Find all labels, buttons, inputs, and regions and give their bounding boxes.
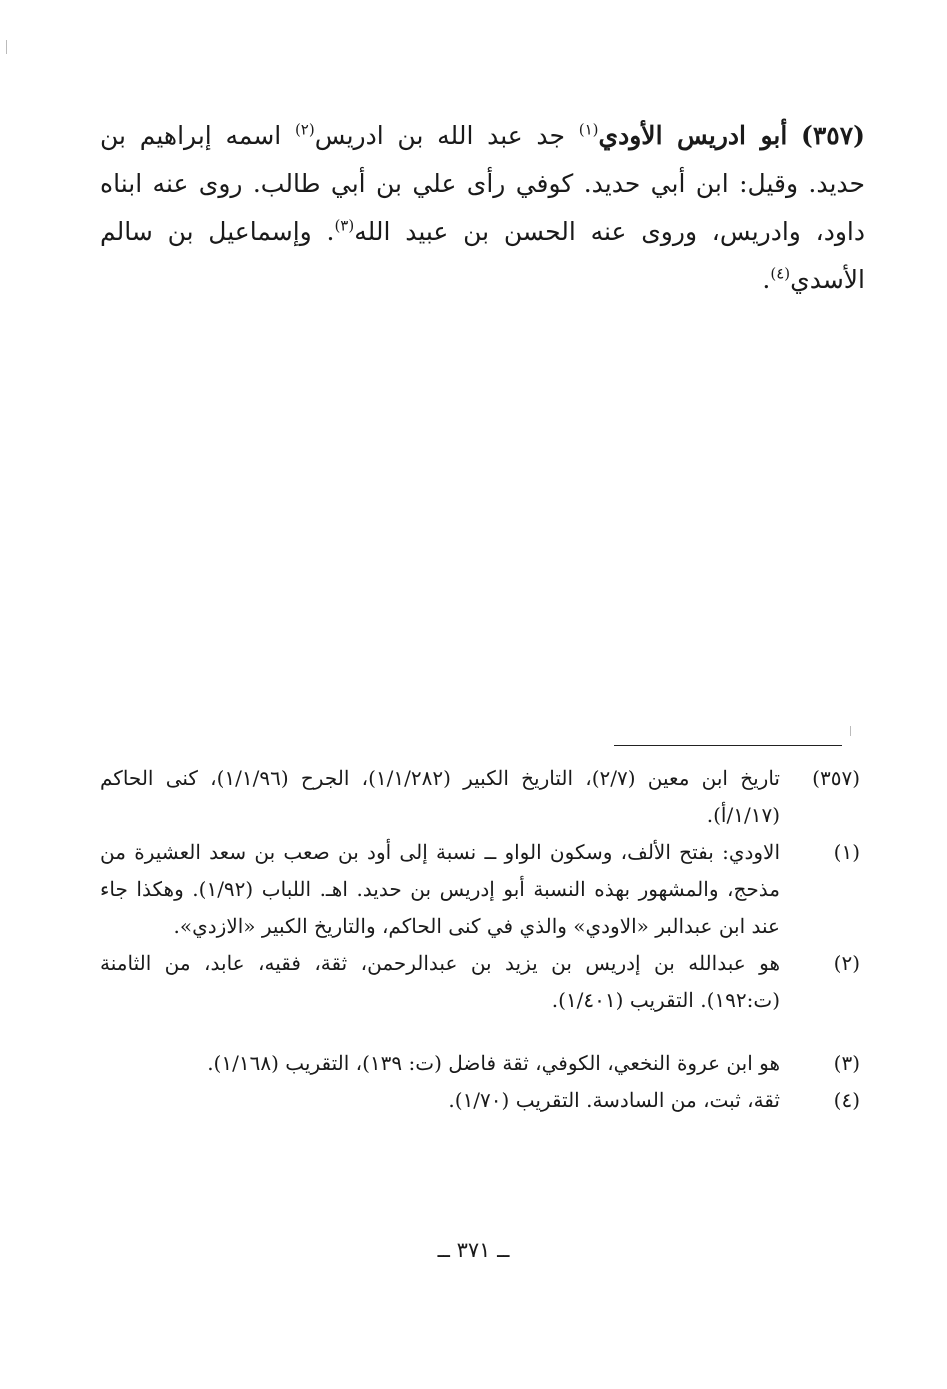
footnote-mark: (٣) bbox=[833, 1051, 860, 1075]
footnote-mark: (٤) bbox=[833, 1088, 860, 1112]
entry-text-1: جد عبد الله بن ادريس bbox=[314, 121, 579, 150]
entry-name: أبو ادريس الأودي bbox=[598, 121, 788, 150]
footnote-357 bbox=[100, 760, 860, 834]
footnote-text: ثقة، ثبت، من السادسة. التقريب (١/٧٠). bbox=[448, 1088, 780, 1112]
footnote-3 bbox=[100, 1045, 860, 1082]
footnote-text: هو ابن عروة النخعي، الكوفي، ثقة فاضل (ت: ١٣٩)، التقريب (١/١٦٨). bbox=[207, 1051, 780, 1075]
entry-text-2: اسمه إبراهيم بن حديد. وقيل: ابن أبي حديد. كوفي رأى علي بن أبي طالب. روى عنه ابناه داود، وادريس، وروى عنه الحسن بن عبيد الله bbox=[100, 121, 865, 246]
margin-mark bbox=[6, 40, 7, 54]
footnote-ref-2: (٢) bbox=[294, 120, 315, 139]
footnotes bbox=[100, 760, 860, 1119]
footnote-separator bbox=[614, 745, 842, 746]
footnote-2 bbox=[100, 945, 860, 1019]
footnote-mark: (٣٥٧) bbox=[812, 766, 860, 790]
entry-paragraph bbox=[100, 112, 865, 304]
entry-text-3: . وإسماعيل بن سالم الأسدي bbox=[100, 217, 865, 294]
entry-number: (٣٥٧) bbox=[801, 121, 866, 150]
footnote-1 bbox=[100, 834, 860, 945]
footnote-text: الاودي: بفتح الألف، وسكون الواو ــ نسبة إلى أود بن صعب بن سعد العشيرة من مذحج، والمشهور بهذه النسبة أبو إدريس بن حديد. اهـ. اللباب (١/٩٢). وهكذا جاء عند ابن عبدالبر «الاودي» والذي في كنى الحاكم، والتاريخ الكبير «الازدي». bbox=[100, 840, 780, 938]
footnote-ref-3: (٣) bbox=[334, 216, 355, 235]
footnote-ref-1: (١) bbox=[578, 120, 599, 139]
page-number: ــ ٣٧١ ــ bbox=[437, 1238, 510, 1262]
footnote-mark: (١) bbox=[833, 840, 860, 864]
footnote-4 bbox=[100, 1082, 860, 1119]
margin-mark bbox=[850, 726, 851, 736]
footnote-ref-4: (٤) bbox=[770, 264, 791, 283]
footnote-text: هو عبدالله بن إدريس بن يزيد بن عبدالرحمن، ثقة، فقيه، عابد، من الثامنة (ت:١٩٢). التقريب (١/٤٠١). bbox=[100, 951, 780, 1012]
entry-text-4: . bbox=[762, 265, 771, 294]
footnote-text: تاريخ ابن معين (٢/٧)، التاريخ الكبير (١/١/٢٨٢)، الجرح (١/١/٩٦)، كنى الحاكم (١/١٧/أ). bbox=[100, 766, 781, 827]
footnote-mark: (٢) bbox=[833, 951, 860, 975]
